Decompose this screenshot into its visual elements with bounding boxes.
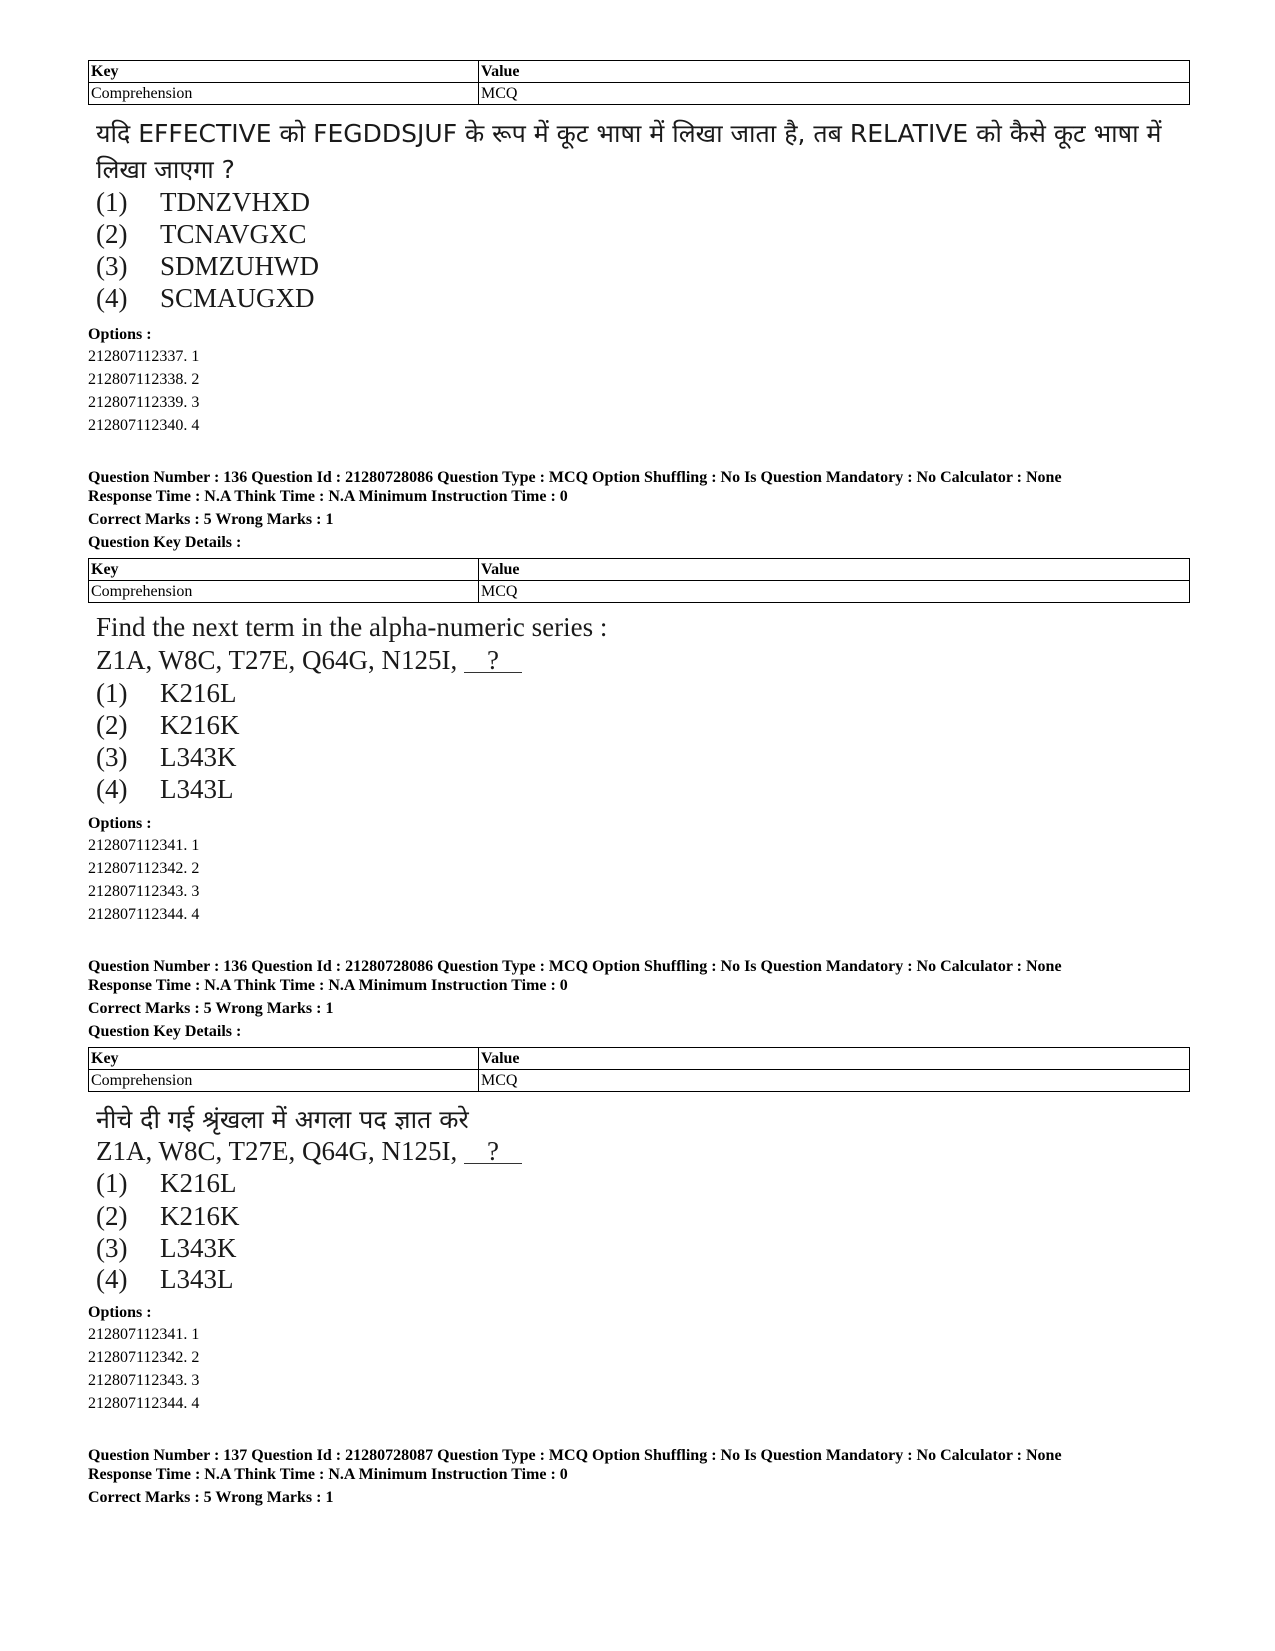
meta-line: Question Number : 136 Question Id : 21280728086 Question Type : MCQ Option Shuffling : No Is Question Mandatory : No Calculator : None [88,469,1062,486]
option-id: 212807112339. 3 [88,394,200,411]
question-key-table [88,60,1190,105]
value-cell: MCQ [479,581,1190,603]
answer-blank: ? [464,1139,522,1164]
table-row [89,83,1190,105]
option-id: 212807112341. 1 [88,837,200,854]
option-id: 212807112343. 3 [88,883,200,900]
options-label: Options : [88,815,152,832]
choice-item: (1) K216L [96,678,237,708]
table-row [89,1070,1190,1092]
question-line: Find the next term in the alpha-numeric series : [96,612,608,642]
table-row [89,581,1190,603]
choice-item: (4) L343L [96,1264,234,1294]
question-key-table [88,1047,1190,1092]
choice-item: (3) L343K [96,742,237,772]
marks-line: Correct Marks : 5 Wrong Marks : 1 [88,511,334,528]
table-header-row [89,1048,1190,1070]
key-details-label: Question Key Details : [88,1023,242,1040]
meta-line: Response Time : N.A Think Time : N.A Minimum Instruction Time : 0 [88,1466,568,1483]
options-label: Options : [88,326,152,343]
key-details-label: Question Key Details : [88,534,242,551]
choice-item: (1) K216L [96,1168,237,1198]
meta-line: Response Time : N.A Think Time : N.A Minimum Instruction Time : 0 [88,488,568,505]
value-header: Value [479,559,1190,581]
question-key-table [88,558,1190,603]
key-header: Key [89,1048,479,1070]
value-cell: MCQ [479,1070,1190,1092]
key-cell: Comprehension [89,581,479,603]
choice-item: (3) L343K [96,1233,237,1263]
question-line: लिखा जाएगा ? [96,155,235,184]
choice-item: (2) K216K [96,1201,240,1231]
table-header-row [89,559,1190,581]
value-cell: MCQ [479,83,1190,105]
key-header: Key [89,61,479,83]
options-label: Options : [88,1304,152,1321]
option-id: 212807112344. 4 [88,906,200,923]
meta-line: Question Number : 136 Question Id : 21280728086 Question Type : MCQ Option Shuffling : No Is Question Mandatory : No Calculator : None [88,958,1062,975]
option-id: 212807112343. 3 [88,1372,200,1389]
option-id: 212807112342. 2 [88,1349,200,1366]
marks-line: Correct Marks : 5 Wrong Marks : 1 [88,1000,334,1017]
key-cell: Comprehension [89,83,479,105]
key-header: Key [89,559,479,581]
choice-item: (2) K216K [96,710,240,740]
option-id: 212807112344. 4 [88,1395,200,1412]
option-id: 212807112341. 1 [88,1326,200,1343]
answer-blank: ? [464,648,522,673]
option-id: 212807112342. 2 [88,860,200,877]
question-line: नीचे दी गई श्रृंखला में अगला पद ज्ञात करे [96,1105,469,1134]
marks-line: Correct Marks : 5 Wrong Marks : 1 [88,1489,334,1506]
table-header-row [89,61,1190,83]
value-header: Value [479,61,1190,83]
value-header: Value [479,1048,1190,1070]
option-id: 212807112338. 2 [88,371,200,388]
choice-item: (3) SDMZUHWD [96,251,319,281]
choice-item: (4) L343L [96,774,234,804]
option-id: 212807112337. 1 [88,348,200,365]
choice-item: (1) TDNZVHXD [96,187,310,217]
key-cell: Comprehension [89,1070,479,1092]
choice-item: (4) SCMAUGXD [96,283,315,313]
question-line: यदि EFFECTIVE को FEGDDSJUF के रूप में कूट भाषा में लिखा जाता है, तब RELATIVE को कैसे कूट भाषा में [96,119,1162,148]
meta-line: Response Time : N.A Think Time : N.A Minimum Instruction Time : 0 [88,977,568,994]
question-line: Z1A, W8C, T27E, Q64G, N125I, ? [96,1136,522,1167]
question-line: Z1A, W8C, T27E, Q64G, N125I, ? [96,645,522,676]
choice-item: (2) TCNAVGXC [96,219,307,249]
option-id: 212807112340. 4 [88,417,200,434]
meta-line: Question Number : 137 Question Id : 21280728087 Question Type : MCQ Option Shuffling : No Is Question Mandatory : No Calculator : None [88,1447,1062,1464]
